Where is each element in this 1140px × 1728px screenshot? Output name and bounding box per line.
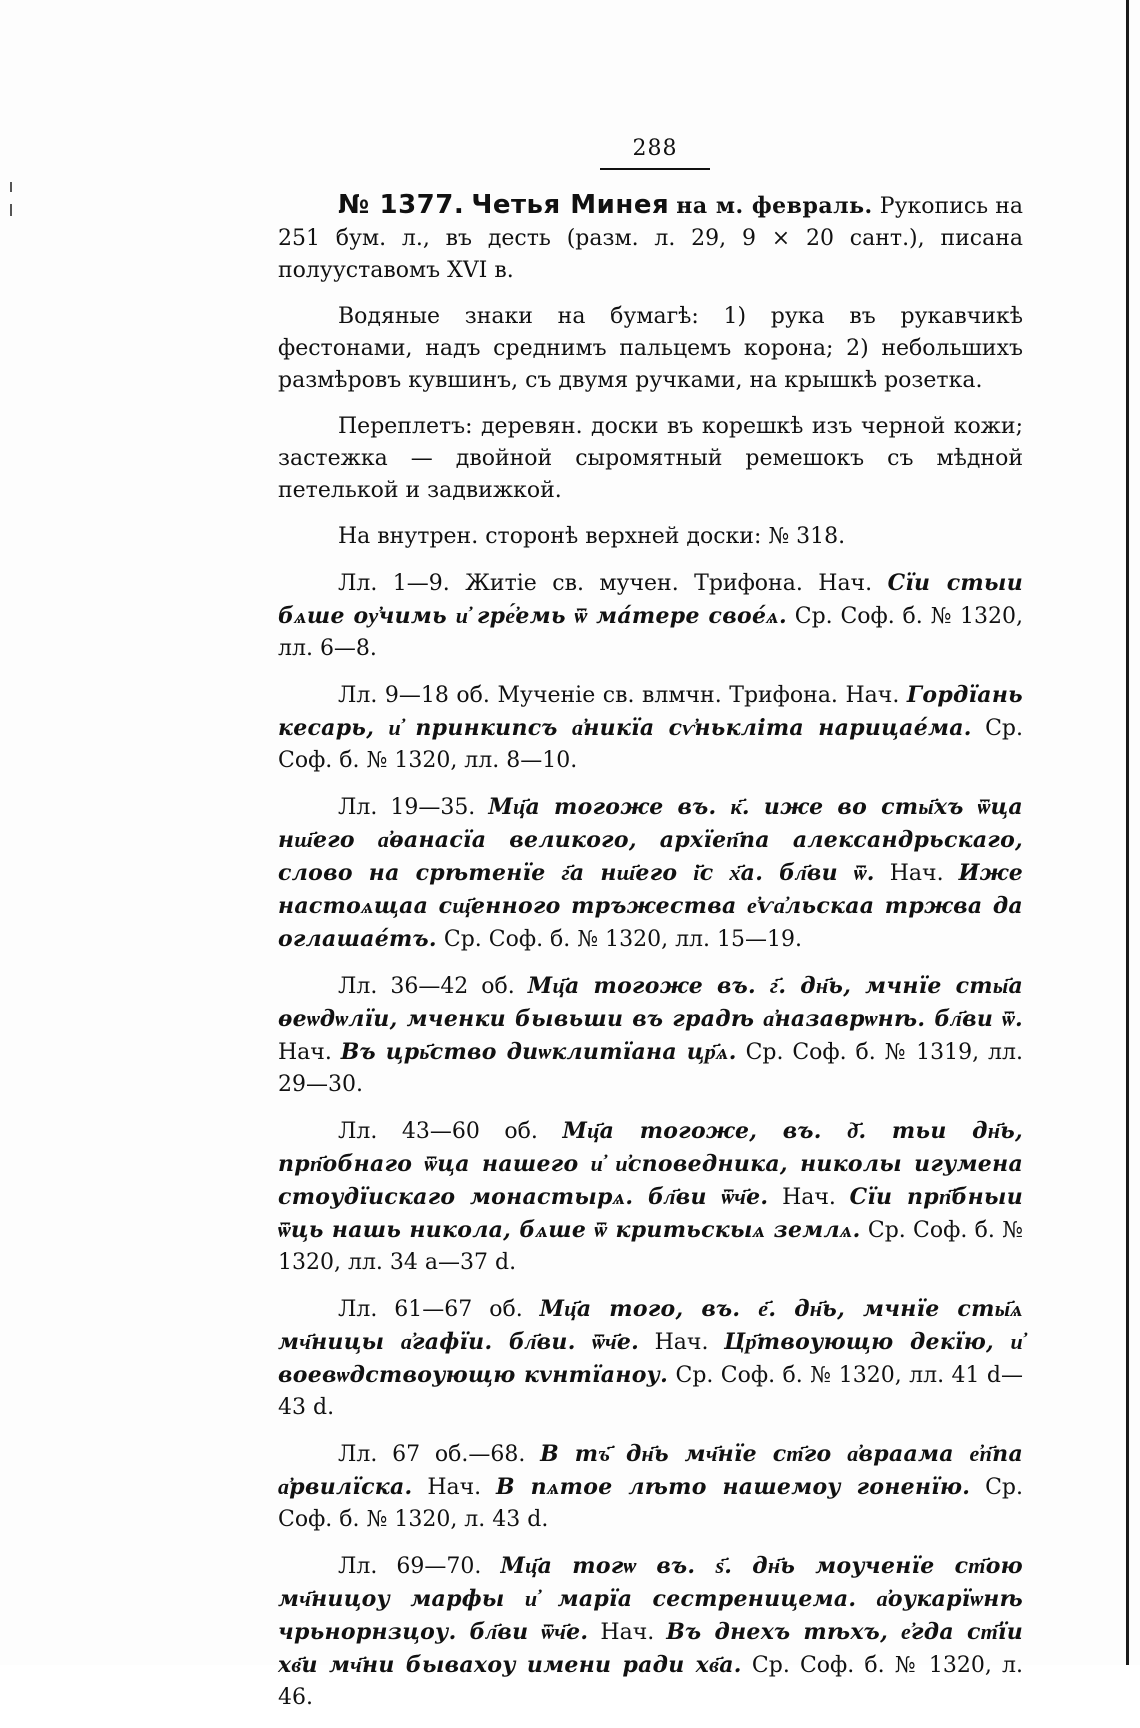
page-edge-line — [1126, 0, 1129, 1665]
item-incipit-label: Нач. — [427, 1475, 482, 1500]
item-paragraph — [278, 1293, 1023, 1424]
item-incipit: В пѧтое лѣто нашемоу гоненїю. — [495, 1474, 971, 1500]
item-paragraph — [278, 1550, 1023, 1714]
item-incipit: Въ днехъ тѣхъ, е҆гда ст҃їи хв҃и мч҃ни бывахоу имени ради хв҃а. — [278, 1619, 1024, 1678]
catalog-entry — [278, 189, 1023, 1728]
entry-description: Рукопись на 251 бум. л., въ десть (разм. л. 29, 9 × 20 сант.), писана полууставомъ XVI в. — [278, 194, 1024, 283]
item-lead: Лл. 36—42 об. — [338, 974, 515, 999]
item-reference: Ср. Соф. б. № 1320, л. 46. — [278, 1653, 1023, 1710]
item-reference: Ср. Соф. б. № 1320, лл. 8—10. — [278, 716, 1023, 773]
item-title: В тъ҃ дн҃ь мч҃нїе ст҃го а҆враама е҆п҃па а҆рвилїска. — [278, 1441, 1024, 1500]
entry-heading-paragraph — [278, 189, 1023, 287]
item-incipit: Сїи прп҃бныи ѿць нашь никола, бѧше ѿ критьскыѧ землѧ. — [278, 1184, 1024, 1243]
binding-paragraph: Переплетъ: деревян. доски въ корешкѣ изъ черной кожи; застежка — двойной сыромятный ремешокъ съ мѣдной петелькой и задвижкой. — [278, 414, 1023, 503]
item-incipit-label: Нач. — [889, 861, 944, 886]
item-incipit: Въ црь҃ство диѡклитїана цр҃ѧ. — [340, 1039, 737, 1065]
item-paragraph — [278, 679, 1023, 777]
item-incipit: Гордїань кесарь, и҆ принкипсъ а҆никїа сѵ҆нькліта нарицае́ма. — [278, 682, 1023, 741]
page-number-rule — [600, 168, 710, 170]
watermarks-paragraph: Водяные знаки на бумагѣ: 1) рука въ рукавчикѣ фестонами, надъ среднимъ пальцемъ корона; 2) небольшихъ размѣровъ кувшинъ, съ двумя ручками, на крышкѣ розетка. — [278, 304, 1023, 393]
inner-side-paragraph: На внутрен. сторонѣ верхней доски: № 318. — [338, 524, 846, 549]
item-lead: Лл. 43—60 об. — [338, 1119, 538, 1144]
item-lead: Лл. 61—67 об. — [338, 1297, 523, 1322]
item-title: Мц҃а тогоже въ. г҃. дн҃ь, мчнїе сты҃а ѳеѡдѡлїи, мченки бывьши въ градѣ а҆назаврѡнѣ. бл҃ви ѿ. — [278, 973, 1023, 1032]
item-title: Мц҃а тогоже, въ. д҃. тьи дн҃ь, прп҃обнаго ѿца нашего и҆ и҆споведника, никoлы игумена стоудїискаго монастырѧ. бл҃ви ѿч҃е. — [278, 1118, 1024, 1210]
item-reference: Ср. Соф. б. № 1319, лл. 29—30. — [278, 1040, 1023, 1097]
item-incipit: Сїи стыи бѧше оу҆чимь и҆ гре҆́емь ѿ ма́тере свое́ѧ. — [278, 570, 1023, 629]
item-incipit: Цр҃твоующю декїю, и҆ воевѡдствоующю кvнтїаноу. — [278, 1329, 1023, 1388]
entry-month: на м. февраль. — [676, 193, 873, 219]
item-incipit-label: Нач. — [654, 1330, 709, 1355]
item-title: Мц҃а тогоже въ. к҃. иже во сты҃хъ ѿца нш҃его а҆ѳанасїа великого, архїеп҃па александрьскаго, слово на срѣтенїе г҃а нш҃его і҃с х҃а. бл҃ви ѿ. — [278, 794, 1023, 886]
item-reference: Ср. Соф. б. № 1320, лл. 34 а—37 d. — [278, 1218, 1023, 1275]
item-incipit-label: Нач. — [600, 1620, 655, 1645]
item-paragraph — [278, 567, 1023, 665]
item-lead: Лл. 19—35. — [338, 795, 476, 820]
item-incipit: Иже настоѧщаа сщ҃енного тръжества е҆ѵа҆льскаа тржва да оглашае́тъ. — [278, 860, 1023, 952]
item-reference: Ср. Соф. б. № 1320, лл. 15—19. — [443, 927, 802, 952]
item-reference: Ср. Соф. б. № 1320, лл. 6—8. — [278, 604, 1023, 661]
item-reference: Ср. Соф. б. № 1320, лл. 41 d—43 d. — [278, 1363, 1023, 1420]
item-title: Мц҃а тогѡ въ. ѕ҃. дн҃ь моученїе ст҃ою мч҃ницоу марфы и҆ марїа сестреницема. а҆оукарїѡнѣ чрьнорнзцоу. бл҃ви ѿч҃е. — [278, 1553, 1023, 1645]
entry-title: Четья Минея — [471, 190, 670, 220]
item-lead: Лл. 69—70. — [338, 1554, 482, 1579]
item-reference: Ср. Соф. б. № 1320, л. 43 d. — [278, 1475, 1023, 1532]
item-paragraph — [278, 970, 1023, 1101]
margin-mark — [10, 182, 12, 192]
item-lead: Лл. 1—9. Житіе св. мучен. Трифона. Нач. — [338, 571, 873, 596]
item-incipit-label: Нач. — [782, 1185, 836, 1210]
margin-mark — [10, 204, 12, 216]
item-paragraph — [278, 1115, 1023, 1279]
item-title: Мц҃а того, въ. е҃. дн҃ь, мчнїе сты҃ѧ мч҃ницы а҆гафїи. бл҃ви. ѿч҃е. — [278, 1296, 1023, 1355]
entry-number: № 1377. — [338, 190, 465, 220]
item-paragraph — [278, 1438, 1023, 1536]
item-paragraph — [278, 791, 1023, 956]
item-lead: Лл. 67 об.—68. — [338, 1442, 526, 1467]
item-lead: Лл. 9—18 об. Мученіе св. влмчн. Трифона. Нач. — [338, 683, 900, 708]
item-incipit-label: Нач. — [278, 1040, 332, 1065]
page-number: 288 — [632, 136, 678, 161]
